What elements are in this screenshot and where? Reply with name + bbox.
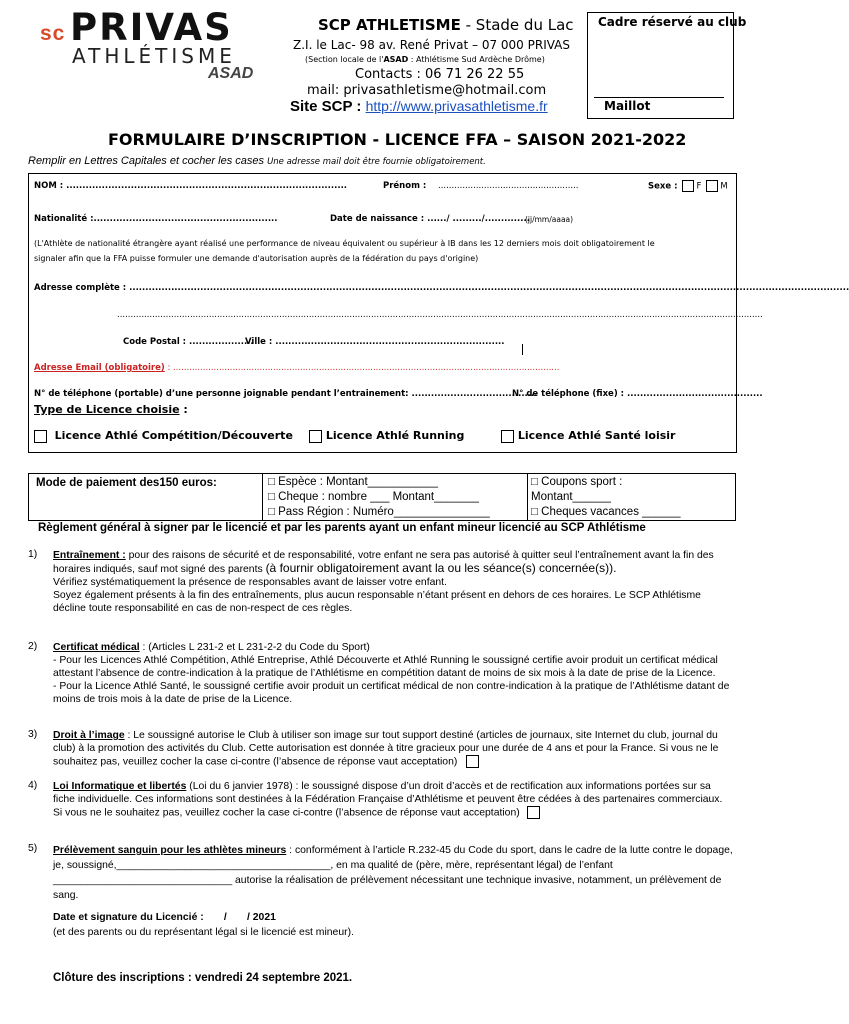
email-label: Adresse Email (obligatoire) [34,363,165,373]
rule-1-text1: pour des raisons de sécurité et de responsabilité, votre enfant ne sera pas autorisé à quitter seul l’entraînement avant la fin des horaires indiqués, sauf mot signé des parents [53,550,714,575]
rule-1-text2: (à fournir obligatoirement avant la ou les séance(s) concernée(s)). [265,561,617,575]
licence-running-label: Licence Athlé Running [325,429,465,442]
rule-1-text4: Soyez également présents à la fin des entraînements, plus aucun responsable n’étant présent en dehors de ces horaires. Le SCP Athlétisme décline toute responsabilité en cas de non-respect de ces règles. [53,590,701,614]
licence-sante-label: Licence Athlé Santé loisir [517,429,676,442]
prenom-field[interactable]: .................................................... [438,181,579,191]
rule-2-text [53,641,733,706]
site-label: Site SCP : [290,98,366,115]
payment-cheques-vacances[interactable]: □ Cheques vacances ______ [531,506,681,518]
payment-pass-region[interactable]: □ Pass Région : Numéro_______________ [268,506,490,518]
code-postal-field[interactable]: Code Postal : .................... [123,337,254,347]
prenom-label: Prénom : [383,181,427,191]
rule-4-heading: Loi Informatique et libertés [53,781,187,792]
club-name-bold: SCP ATHLETISME [318,16,461,34]
rule-4-text [53,780,733,819]
club-name [318,16,574,34]
rule-1-text3: Vérifiez systématiquement la présence de responsables avant de laisser votre enfant. [53,577,447,588]
rule-4-number: 4) [28,780,38,791]
rule-3-number: 3) [28,729,38,740]
date-format-hint: (jj/mm/aaaa) [525,215,574,224]
rule-1-text [53,549,733,615]
sexe-m-checkbox[interactable] [706,180,718,192]
site-line [290,98,548,115]
rule-2-text3: - Pour la Licence Athlé Santé, le soussigné certifie avoir produit un certificat médical de non contre-indication à la pratique de l’Athlétisme datant de moins de trois mois à la date de prise de la Licence. [53,681,730,705]
licence-option-competition[interactable] [34,429,293,443]
payment-divider-1 [262,473,263,520]
rule-4-text1: (Loi du 6 janvier 1978) : le soussigné dispose d’un droit d’accès et de rectification aux informations portées sur sa fiche individuelle. Ces informations sont destinées à la Fédération Française d’Athlétisme et peuvent être cédées à des partenaires commerciaux. [53,781,723,805]
licence-type-heading [34,403,188,416]
nationality-note-1: (L'Athlète de nationalité étrangère ayant réalisé une performance de niveau équivalent ou supérieur à IB dans les 12 derniers mois doit obligatoirement le [34,239,655,248]
payment-cheque[interactable]: □ Cheque : nombre ___ Montant_______ [268,491,479,503]
licence-option-sante[interactable] [501,429,675,443]
tel-fixe-field[interactable]: N° de téléphone (fixe) : .......................................... [512,389,763,399]
rule-3-text [53,729,733,768]
payment-divider-2 [527,473,528,520]
rule-2-number: 2) [28,641,38,652]
licence-competition-checkbox[interactable] [34,430,47,443]
rule-2-heading: Certificat médical [53,642,140,653]
rule-2-text1: : (Articles L 231-2 et L 231-2-2 du Code du Sport) [139,642,370,653]
section-prefix: (Section locale de l' [305,55,384,64]
sexe-m-label: M [720,181,728,192]
licence-option-running[interactable] [309,429,464,443]
tel-portable-field[interactable]: N° de téléphone (portable) d’une personne joignable pendant l’entrainement: ....................................... [34,389,538,399]
section-asad: ASAD [383,55,409,64]
registration-closing: Clôture des inscriptions : vendredi 24 septembre 2021. [53,972,353,984]
payment-title: Mode de paiement des150 euros: [36,477,217,489]
payment-coupons[interactable]: □ Coupons sport : [531,476,623,488]
contacts-phone: Contacts : 06 71 26 22 55 [355,67,525,82]
club-reserved-box [587,12,747,119]
data-sharing-optout-checkbox[interactable] [527,806,540,819]
rules-title: Règlement général à signer par le licencié et par les parents ayant un enfant mineur licencié au SCP Athlétisme [38,522,646,534]
nationality-note-2: signaler afin que la FFA puisse formuler une demande d'autorisation auprès de la fédération du pays d'origine) [34,254,479,263]
sexe-f-checkbox[interactable] [682,180,694,192]
form-title: FORMULAIRE D’INSCRIPTION - LICENCE FFA – SAISON 2021-2022 [108,130,687,149]
logo-privas-text: PRIVAS [70,6,233,49]
rule-3-text1: : Le soussigné autorise le Club à utiliser son image sur tout support destiné (articles de journaux, site Internet du club, journal du club) à la promotion des activités du Club. Cette autorisation est donnée à titre gracieux pour une durée de 4 ans et pour la France. Si vous ne le souhaitez pas, veuillez cocher la case ci-contre (l’absence de réponse vaut acceptation) [53,730,719,768]
nationalite-field[interactable]: Nationalité :......................................................... [34,214,278,224]
rule-5-text [53,843,733,903]
logo-sc-text: sc [40,22,66,45]
club-place: - Stade du Lac [460,16,574,34]
club-box-title: Cadre réservé au club [598,15,747,29]
club-address: Z.I. le Lac- 98 av. René Privat – 07 000 PRIVAS [293,38,571,52]
sexe-f-label: F [696,181,702,192]
sexe-label: Sexe : [648,181,678,192]
site-link[interactable]: http://www.privasathletisme.fr [365,98,548,114]
licence-type-colon: : [179,403,188,416]
rule-2-text2: - Pour les Licences Athlé Compétition, Athlé Entreprise, Athlé Découverte et Athlé Running le soussigné certifie avoir produit un certificat médical attestant l’absence de contre-indication à la pratique de l’Athlétisme en compétition datant de moins de six mois à la date de prise de la Licence. [53,655,718,679]
contacts-mail: mail: privasathletisme@hotmail.com [307,83,547,98]
sexe-group [648,180,728,192]
email-row [34,363,724,373]
adresse-line2-field[interactable]: ............................................................................................................................................................................................................................................... [117,310,763,320]
text-cursor [522,344,523,355]
nom-field[interactable]: NOM : ....................................................................................... [34,181,348,191]
rule-5-heading: Prélèvement sanguin pour les athlètes mineurs [53,845,287,856]
logo-athletisme-text: ATHLÉTISME [72,44,236,68]
logo-asad-text: ASAD [208,65,254,82]
rule-5-text1: : conformément à l’article R.232-45 du Code du sport, dans le cadre de la lutte contre le dopage, je, soussigné,_____________________________________, en ma qualité de (père, mère, représentant légal) de l’enfant _______________________________ autorise la réalisation de prélèvement nécessitant une technique invasive, notamment, un prélèvement de sang. [53,845,733,901]
payment-espece[interactable]: □ Espèce : Montant___________ [268,476,438,488]
signature-date-line[interactable]: Date et signature du Licencié : / / 2021 [53,912,276,923]
licence-competition-label: Licence Athlé Compétition/Découverte [54,429,293,442]
payment-coupons-montant[interactable]: Montant______ [531,491,611,503]
signature-note: (et des parents ou du représentant légal si le licencié est mineur). [53,927,354,938]
section-note [305,55,545,64]
licence-running-checkbox[interactable] [309,430,322,443]
rule-1-heading: Entraînement : [53,550,126,561]
rule-4-text2: Si vous ne le souhaitez pas, veuillez cocher la case ci-contre (l’absence de réponse vaut acceptation) [53,807,520,819]
email-field[interactable]: : ............................................................................................................................................... [164,363,560,373]
rule-1-number: 1) [28,549,38,560]
rule-3-heading: Droit à l’image [53,730,125,741]
section-suffix: : Athlétisme Sud Ardèche Drôme) [408,55,545,64]
date-naissance-field[interactable]: Date de naissance : ....../ ........./.............. [330,214,530,224]
instruction-text: Remplir en Lettres Capitales et cocher les cases [28,155,264,167]
image-rights-optout-checkbox[interactable] [466,755,479,768]
licence-sante-checkbox[interactable] [501,430,514,443]
club-box-divider [594,97,724,98]
form-instruction [28,155,486,167]
ville-field[interactable]: Ville : ....................................................................... [245,337,505,347]
adresse-field[interactable]: Adresse complète : ............................................................................................................................................................................................................................... [34,283,849,293]
instruction-small: Une adresse mail doit être fournie obligatoirement. [267,157,486,167]
rule-5-number: 5) [28,843,38,854]
club-box-label: Maillot [604,99,651,113]
licence-type-label: Type de Licence choisie [34,403,180,416]
